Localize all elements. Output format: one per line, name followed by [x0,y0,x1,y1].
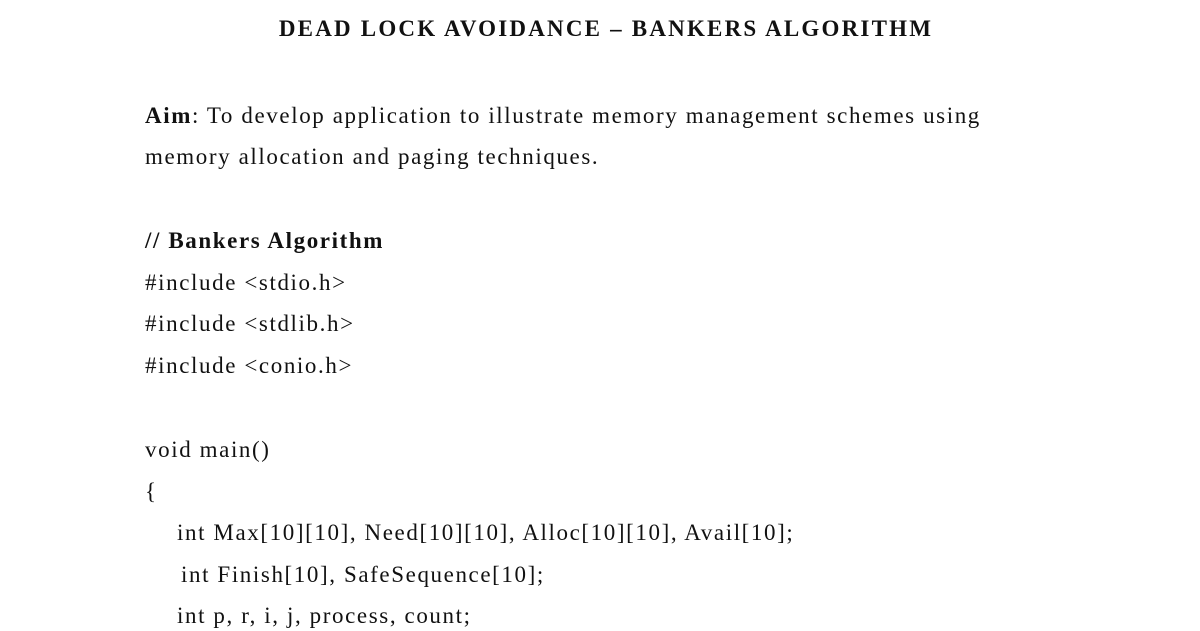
aim-label: Aim [145,103,192,128]
aim-text-1: : To develop application to illustrate memory management schemes using [191,103,981,128]
code-line-main-signature: void main() [145,437,271,462]
code-line-open-brace: { [145,479,158,504]
code-line-include-stdio: #include <stdio.h> [145,270,347,295]
code-line-declare-matrices: int Max[10][10], Need[10][10], Alloc[10][10], Avail[10]; [177,520,795,545]
code-line-declare-counters: int p, r, i, j, process, count; [177,603,472,628]
document-title: DEAD LOCK AVOIDANCE – BANKERS ALGORITHM [278,16,934,41]
aim-line-1 [145,101,981,131]
aim-line-2: memory allocation and paging techniques. [145,144,600,169]
code-line-include-stdlib: #include <stdlib.h> [145,311,355,336]
code-line-declare-finish: int Finish[10], SafeSequence[10]; [181,562,545,587]
code-comment: // Bankers Algorithm [145,228,385,253]
code-line-include-conio: #include <conio.h> [145,353,354,378]
